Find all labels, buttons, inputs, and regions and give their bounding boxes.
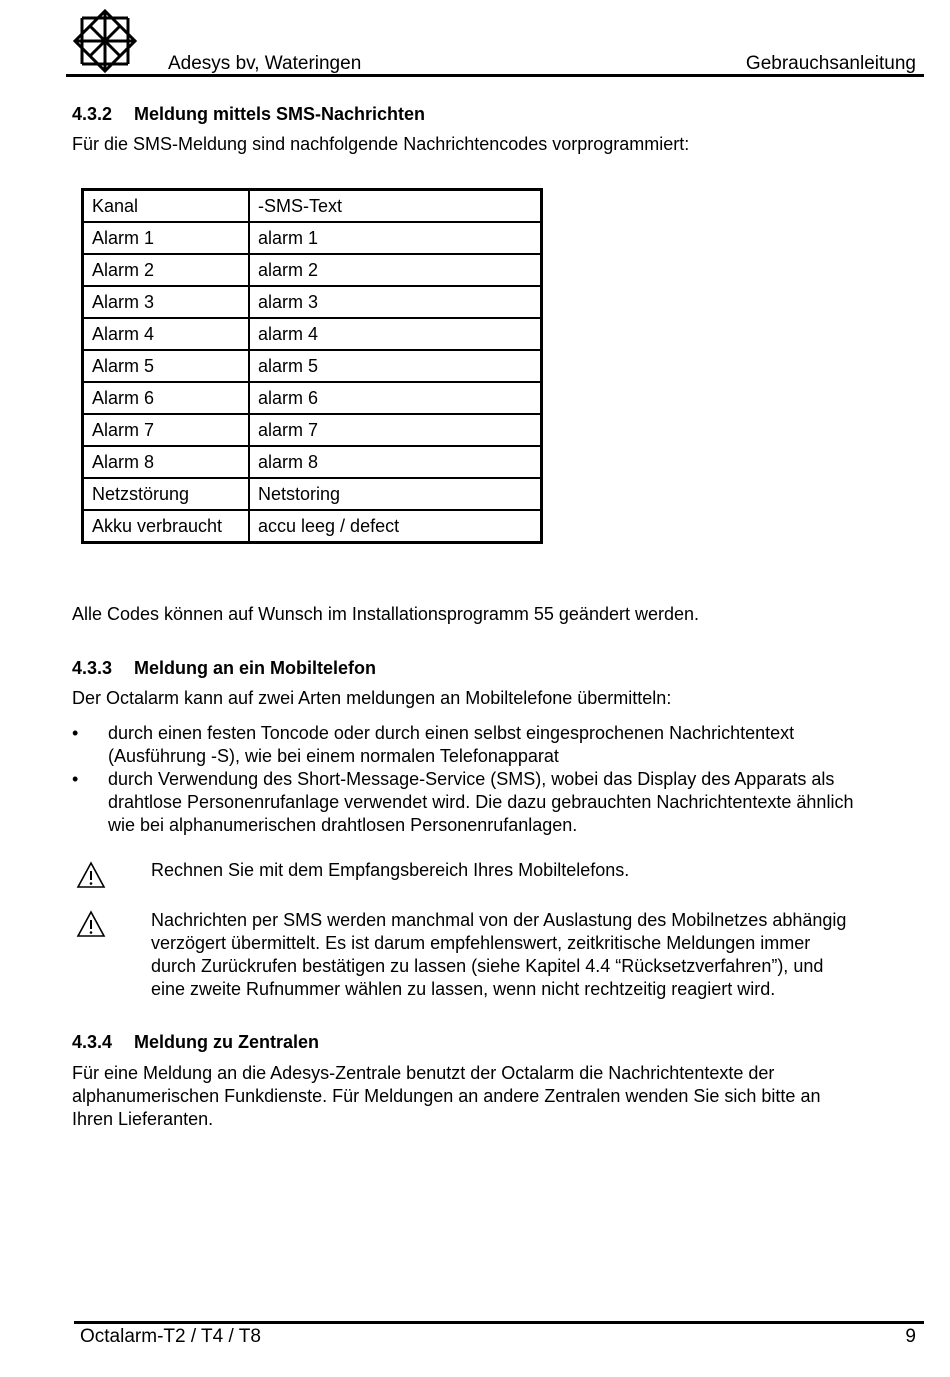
warning-line: verzögert übermittelt. Es ist darum empfehlenswert, zeitkritische Meldungen immer [151, 933, 811, 953]
table-cell-channel: Alarm 5 [83, 350, 250, 382]
table-row [83, 446, 542, 478]
table-row [83, 478, 542, 510]
table-cell-sms-text: alarm 6 [249, 382, 542, 414]
table-cell-channel: Akku verbraucht [83, 510, 250, 543]
warning-triangle-icon [76, 861, 106, 889]
bullet-icon: • [72, 769, 79, 789]
table-cell-channel: Alarm 4 [83, 318, 250, 350]
list-item-line: durch einen festen Toncode oder durch einen selbst eingesprochenen Nachrichtentext [108, 723, 795, 743]
table-header-cell: Kanal [83, 190, 250, 223]
paragraph-line: Für eine Meldung an die Adesys-Zentrale benutzt der Octalarm die Nachrichtentexte der [72, 1063, 775, 1083]
warning-triangle-icon [76, 910, 106, 938]
header-divider [66, 74, 924, 77]
warning-reception-text [151, 859, 926, 882]
list-item [72, 768, 932, 837]
warning-sms-delay-text [151, 909, 926, 1001]
section-title: Meldung zu Zentralen [134, 1032, 320, 1052]
table-row [83, 222, 542, 254]
table-cell-channel: Alarm 6 [83, 382, 250, 414]
list-item [72, 722, 932, 768]
warning-line: durch Zurückrufen bestätigen zu lassen (siehe Kapitel 4.4 “Rücksetzverfahren”), und [151, 956, 824, 976]
table-row [83, 350, 542, 382]
table-cell-sms-text: alarm 1 [249, 222, 542, 254]
section-432-intro: Für die SMS-Meldung sind nachfolgende Nachrichtencodes vorprogrammiert: [72, 134, 690, 154]
header-document-type: Gebrauchsanleitung [745, 53, 916, 74]
paragraph-line: alphanumerischen Funkdienste. Für Meldungen an andere Zentralen wenden Sie sich bitte an [72, 1086, 821, 1106]
table-row [83, 382, 542, 414]
section-number: 4.3.4 [72, 1032, 113, 1052]
table-cell-channel: Alarm 7 [83, 414, 250, 446]
table-row [83, 254, 542, 286]
header-company: Adesys bv, Wateringen [168, 53, 362, 74]
warning-line: eine zweite Rufnummer wählen zu lassen, wenn nicht rechtzeitig reagiert wird. [151, 979, 776, 999]
table-cell-sms-text: accu leeg / defect [249, 510, 542, 543]
table-cell-sms-text: alarm 7 [249, 414, 542, 446]
table-row [83, 414, 542, 446]
table-cell-sms-text: alarm 3 [249, 286, 542, 318]
section-433-heading [72, 658, 376, 679]
section-434-heading [72, 1032, 319, 1053]
table-header-cell: -SMS-Text [249, 190, 542, 223]
table-cell-sms-text: alarm 8 [249, 446, 542, 478]
section-434-body [72, 1062, 932, 1131]
section-432-heading [72, 104, 425, 125]
codes-change-note: Alle Codes können auf Wunsch im Installationsprogramm 55 geändert werden. [72, 604, 700, 624]
sms-code-table [81, 188, 543, 544]
adesys-logo-icon [72, 8, 138, 74]
table-cell-channel: Alarm 3 [83, 286, 250, 318]
page-number: 9 [905, 1326, 916, 1347]
table-cell-channel: Netzstörung [83, 478, 250, 510]
paragraph-line: Ihren Lieferanten. [72, 1109, 214, 1129]
list-item-line: (Ausführung -S), wie bei einem normalen Telefonapparat [108, 746, 559, 766]
section-number: 4.3.3 [72, 658, 113, 678]
list-item-line: drahtlose Personenrufanlage verwendet wird. Die dazu gebrauchten Nachrichtentexte ähnlich [108, 792, 854, 812]
section-title: Meldung an ein Mobiltelefon [134, 658, 376, 678]
warning-line: Rechnen Sie mit dem Empfangsbereich Ihres Mobiltelefons. [151, 860, 630, 880]
table-row [83, 286, 542, 318]
table-cell-sms-text: alarm 5 [249, 350, 542, 382]
section-number: 4.3.2 [72, 104, 113, 124]
footer-divider [74, 1321, 924, 1324]
bullet-icon: • [72, 723, 79, 743]
table-header-row [83, 190, 542, 223]
list-item-line: wie bei alphanumerischen drahtlosen Personenrufanlagen. [108, 815, 578, 835]
table-row [83, 510, 542, 543]
table-cell-channel: Alarm 2 [83, 254, 250, 286]
table-cell-channel: Alarm 8 [83, 446, 250, 478]
table-cell-sms-text: alarm 2 [249, 254, 542, 286]
table-cell-sms-text: Netstoring [249, 478, 542, 510]
table-cell-sms-text: alarm 4 [249, 318, 542, 350]
bullet-list [72, 722, 932, 837]
section-433-intro: Der Octalarm kann auf zwei Arten meldungen an Mobiltelefone übermitteln: [72, 688, 672, 708]
footer-product: Octalarm-T2 / T4 / T8 [80, 1326, 261, 1347]
table-cell-channel: Alarm 1 [83, 222, 250, 254]
list-item-line: durch Verwendung des Short-Message-Service (SMS), wobei das Display des Apparats als [108, 769, 835, 789]
section-title: Meldung mittels SMS-Nachrichten [134, 104, 426, 124]
table-row [83, 318, 542, 350]
warning-line: Nachrichten per SMS werden manchmal von der Auslastung des Mobilnetzes abhängig [151, 910, 847, 930]
